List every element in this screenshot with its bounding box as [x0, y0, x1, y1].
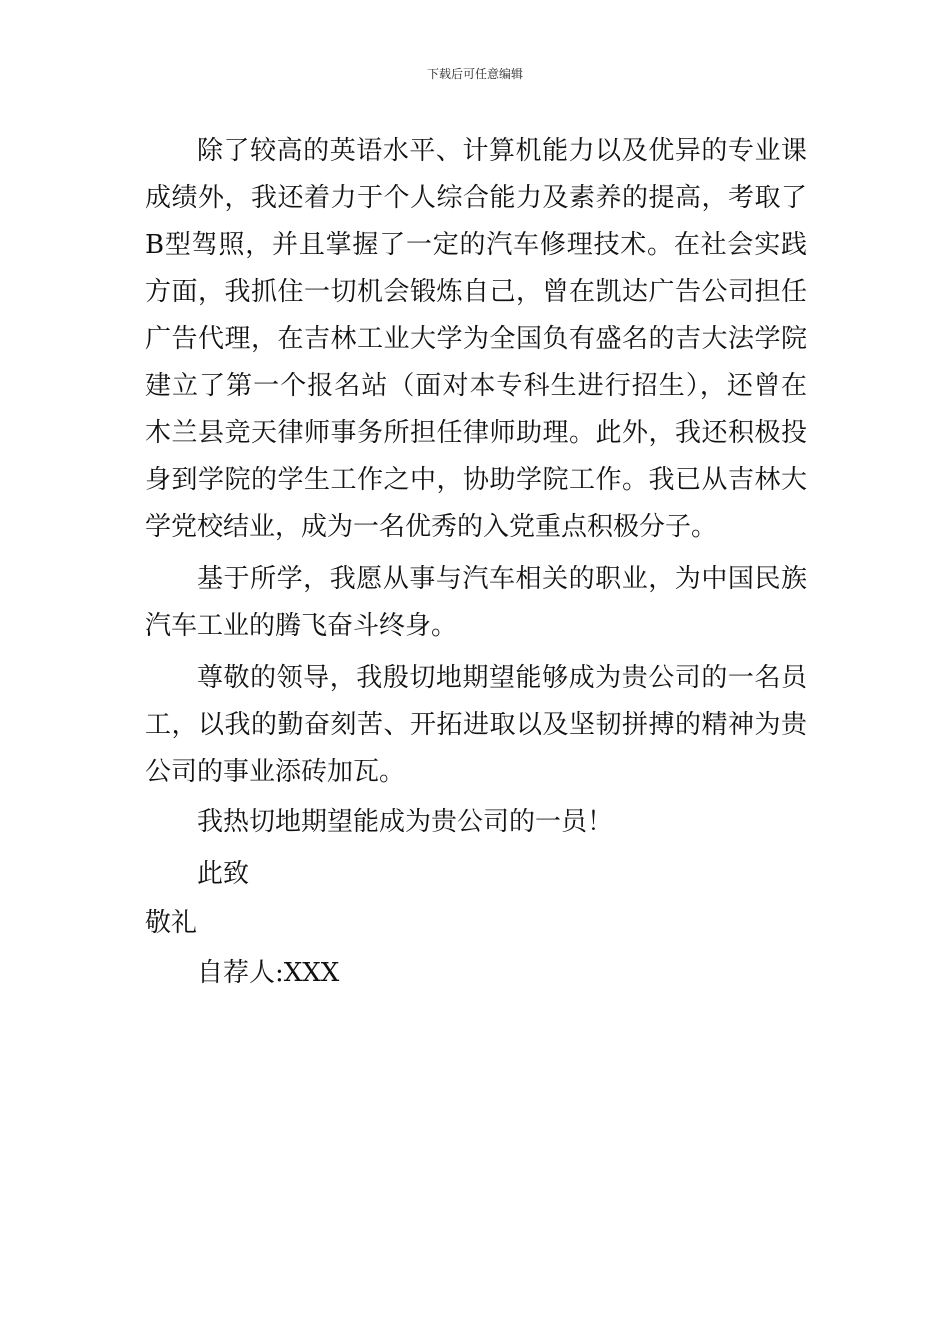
paragraph-qualifications: 除了较高的英语水平、计算机能力以及优异的专业课成绩外，我还着力于个人综合能力及素养的提高，考取了B型驾照，并且掌握了一定的汽车修理技术。在社会实践方面，我抓住一切机会锻炼自己，曾在凯达广告公司担任广告代理，在吉林工业大学为全国负有盛名的吉大法学院建立了第一个报名站（面对本专科生进行招生），还曾在木兰县竞天律师事务所担任律师助理。此外，我还积极投身到学院的学生工作之中，协助学院工作。我已从吉林大学党校结业，成为一名优秀的入党重点积极分子。	[145, 136, 807, 542]
letter-body	[145, 128, 807, 999]
closing-wish: 我热切地期望能成为贵公司的一员！	[197, 807, 614, 837]
salutation-jingli: 敬礼	[145, 908, 198, 938]
header-note: 下载后可任意编辑	[426, 67, 523, 81]
paragraph-career-goal: 基于所学，我愿从事与汽车相关的职业，为中国民族汽车工业的腾飞奋斗终身。	[145, 564, 807, 641]
signature: 自荐人:XXX	[197, 958, 340, 988]
salutation-cizhi: 此致	[197, 859, 250, 889]
paragraph-request: 尊敬的领导，我殷切地期望能够成为贵公司的一名员工，以我的勤奋刻苦、开拓进取以及坚韧拼搏的精神为贵公司的事业添砖加瓦。	[145, 663, 807, 787]
